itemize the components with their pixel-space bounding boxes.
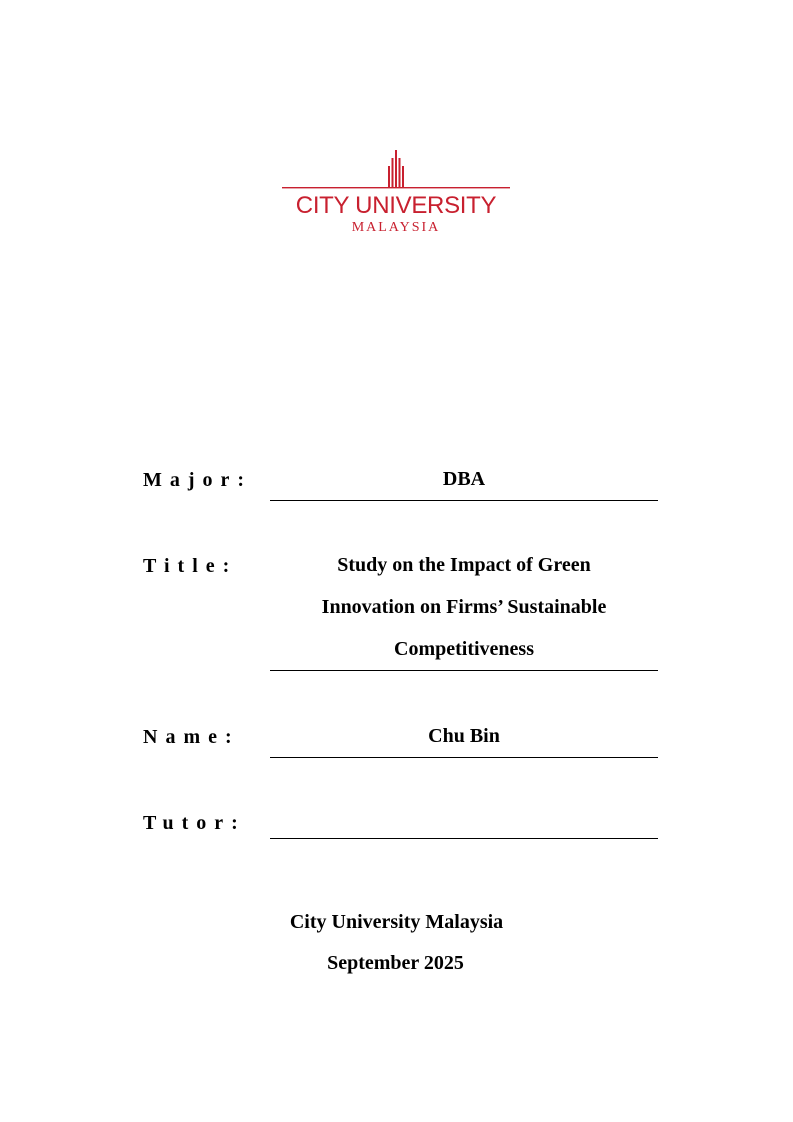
major-label: Major: bbox=[143, 469, 253, 491]
tutor-label: Tutor: bbox=[143, 812, 246, 834]
tutor-field bbox=[270, 796, 658, 839]
major-field bbox=[270, 458, 658, 501]
footer-institution: City University Malaysia bbox=[289, 911, 504, 933]
logo-subname: MALAYSIA bbox=[351, 220, 441, 235]
title-line-1: Study on the Impact of Green bbox=[337, 554, 591, 576]
title-label: Title: bbox=[143, 555, 238, 577]
name-field bbox=[270, 715, 658, 758]
tutor-value bbox=[270, 796, 658, 838]
title-line-3: Competitiveness bbox=[394, 638, 534, 660]
title-line-2: Innovation on Firms’ Sustainable bbox=[321, 596, 607, 618]
name-label: Name: bbox=[143, 726, 240, 748]
name-value: Chu Bin bbox=[428, 725, 500, 747]
tower-bars-icon bbox=[282, 148, 510, 192]
footer-date: September 2025 bbox=[327, 952, 464, 974]
logo-name: CITY UNIVERSITY bbox=[295, 192, 497, 219]
major-value: DBA bbox=[442, 468, 486, 490]
title-field bbox=[270, 544, 658, 671]
